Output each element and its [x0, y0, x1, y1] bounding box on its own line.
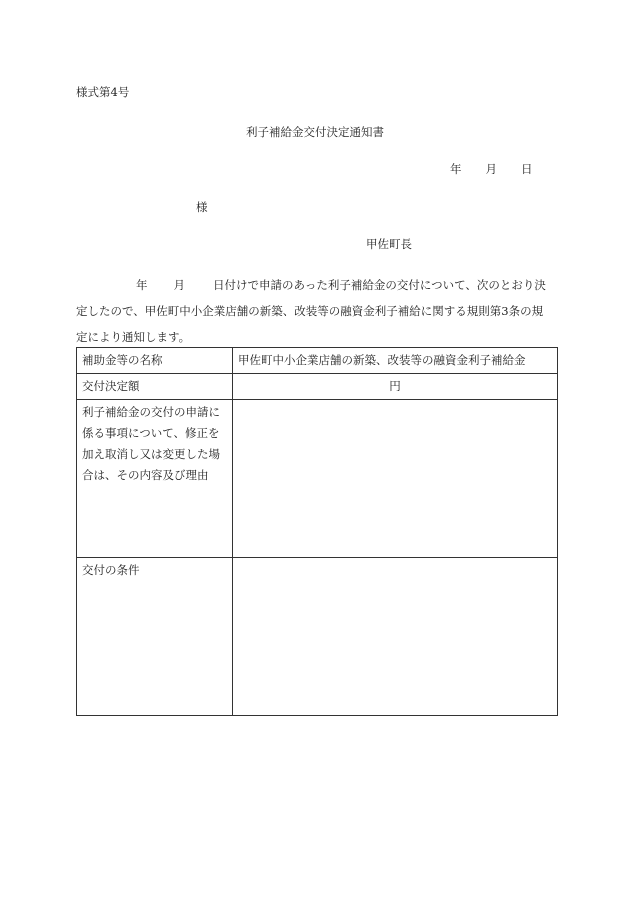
row-value-modification-reason	[233, 400, 558, 558]
date-year-label: 年	[450, 162, 462, 176]
row-value-decision-amount: 円	[233, 374, 558, 400]
addressee-suffix: 様	[196, 200, 208, 214]
notice-body	[76, 272, 560, 350]
table-row	[77, 348, 558, 374]
date-line	[450, 161, 533, 177]
row-label-subsidy-name: 補助金等の名称	[77, 348, 233, 374]
body-line-2: 定したので、甲佐町中小企業店舗の新築、改装等の融資金利子補給に関する規則第3条の規	[76, 304, 544, 318]
body-month-label: 月	[173, 278, 185, 292]
date-day-label: 日	[521, 162, 533, 176]
row-label-modification-reason: 利子補給金の交付の申請に係る事項について、修正を加え取消し又は変更した場合は、その内容及び理由	[77, 400, 233, 558]
body-line-1-text: 日付けで申請のあった利子補給金の交付について、次のとおり決	[213, 278, 546, 292]
form-number: 様式第4号	[76, 85, 130, 99]
body-year-label: 年	[136, 278, 148, 292]
row-label-decision-amount: 交付決定額	[77, 374, 233, 400]
table-row	[77, 558, 558, 716]
document-title: 利子補給金交付決定通知書	[246, 125, 384, 139]
row-value-conditions	[233, 558, 558, 716]
row-value-subsidy-name: 甲佐町中小企業店舗の新築、改装等の融資金利子補給金	[233, 348, 558, 374]
body-line-1	[76, 272, 560, 298]
info-table	[76, 347, 558, 716]
table-row	[77, 374, 558, 400]
table-row	[77, 400, 558, 558]
row-label-conditions: 交付の条件	[77, 558, 233, 716]
issuer-name: 甲佐町長	[366, 237, 412, 251]
body-line-3: 定により通知します。	[76, 330, 191, 344]
date-month-label: 月	[485, 162, 497, 176]
